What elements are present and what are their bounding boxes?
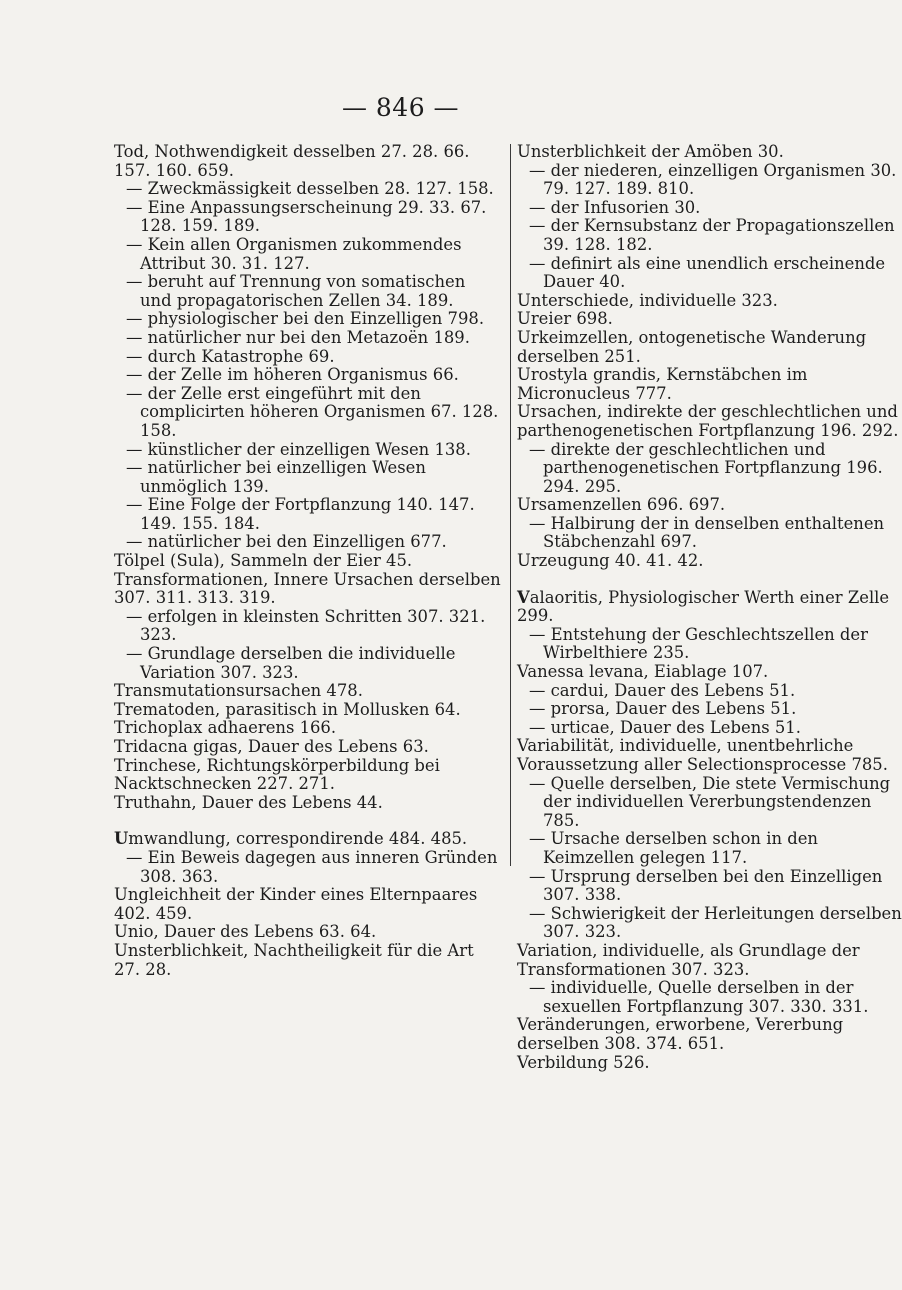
index-entry — [517, 292, 902, 311]
index-subentry — [517, 217, 902, 254]
index-entry — [517, 496, 902, 515]
entry-text: Unio, Dauer des Lebens 63. 64. — [114, 922, 377, 942]
index-entry — [114, 552, 502, 571]
entry-text: — Kein allen Organismen zukommendes Attribut 30. 31. 127. — [126, 234, 462, 273]
entry-text: — der Infusorien 30. — [529, 197, 701, 217]
entry-text: Variabilität, individuelle, unentbehrliche Voraussetzung aller Selectionsprocesse 785. — [517, 736, 888, 774]
entry-text: Trinchese, Richtungskörperbildung bei Nacktschnecken 227. 271. — [114, 755, 440, 794]
entry-gap — [517, 571, 902, 589]
index-entry — [114, 719, 502, 738]
entry-text: Ungleichheit der Kinder eines Elternpaares 402. 459. — [114, 885, 478, 923]
index-entry — [114, 571, 502, 608]
index-subentry — [517, 719, 902, 738]
index-subentry — [114, 273, 502, 310]
index-subentry — [114, 348, 502, 367]
index-entry — [114, 923, 502, 942]
entry-text: — der Kernsubstanz der Propagationszellen 39. 128. 182. — [529, 216, 895, 254]
index-subentry — [114, 236, 502, 273]
entry-text: Transmutationsursachen 478. — [114, 681, 363, 701]
entry-text: Ursamenzellen 696. 697. — [517, 495, 726, 515]
entry-text: Unsterblichkeit, Nachtheiligkeit für die Art 27. 28. — [114, 940, 474, 979]
index-entry — [114, 701, 502, 720]
index-subentry — [517, 905, 902, 942]
index-subentry — [114, 441, 502, 460]
index-entry — [114, 794, 502, 813]
entry-text: — der Zelle im höheren Organismus 66. — [126, 365, 459, 385]
index-entry — [517, 663, 902, 682]
entry-text: — direkte der geschlechtlichen und parthenogenetischen Fortpflanzung 196. 294. 295. — [529, 439, 883, 496]
index-subentry — [114, 366, 502, 385]
index-entry — [517, 329, 902, 366]
entry-text: Variation, individuelle, als Grundlage der Transformationen 307. 323. — [517, 940, 860, 979]
index-subentry — [517, 700, 902, 719]
index-entry — [114, 738, 502, 757]
index-subentry — [517, 626, 902, 663]
index-subentry — [517, 979, 902, 1016]
entry-text: — Quelle derselben, Die stete Vermischung der individuellen Vererbungstendenzen 785. — [529, 773, 891, 830]
entry-text: Trichoplax adhaerens 166. — [114, 718, 337, 738]
index-subentry — [114, 645, 502, 682]
entry-text: Unterschiede, individuelle 323. — [517, 290, 778, 310]
entry-text: mwandlung, correspondirende 484. 485. — [128, 829, 468, 849]
entry-text: Urkeimzellen, ontogenetische Wanderung derselben 251. — [517, 327, 867, 366]
entry-text: — physiologischer bei den Einzelligen 798. — [126, 309, 485, 329]
entry-text: — der Zelle erst eingeführt mit den complicirten höheren Organismen 67. 128. 158. — [126, 383, 499, 440]
entry-text: — definirt als eine unendlich erscheinende Dauer 40. — [529, 253, 886, 292]
entry-text: Urostyla grandis, Kernstäbchen im Micronucleus 777. — [517, 365, 808, 403]
index-entry — [517, 737, 902, 774]
entry-text: — durch Katastrophe 69. — [126, 346, 335, 366]
index-subentry — [517, 682, 902, 701]
entry-text: — individuelle, Quelle derselben in der sexuellen Fortpflanzung 307. 330. 331. — [529, 978, 869, 1016]
index-subentry — [114, 329, 502, 348]
entry-text: Veränderungen, erworbene, Vererbung derselben 308. 374. 651. — [517, 1015, 844, 1053]
entry-text: Unsterblichkeit der Amöben 30. — [517, 142, 784, 161]
column-divider — [510, 144, 511, 866]
index-entry — [517, 589, 902, 626]
index-entry — [114, 886, 502, 923]
entry-text: Transformationen, Innere Ursachen derselben 307. 311. 313. 319. — [114, 569, 501, 608]
entry-text: — Entstehung der Geschlechtszellen der Wirbelthiere 235. — [529, 624, 868, 663]
index-entry — [114, 757, 502, 794]
entry-text: — natürlicher bei den Einzelligen 677. — [126, 532, 447, 552]
entry-text: — prorsa, Dauer des Lebens 51. — [529, 699, 797, 719]
index-subentry — [114, 310, 502, 329]
index-entry — [517, 1016, 902, 1053]
entry-text: Truthahn, Dauer des Lebens 44. — [114, 792, 383, 812]
index-subentry — [517, 255, 902, 292]
index-entry — [517, 942, 902, 979]
entry-text: Vanessa levana, Eiablage 107. — [517, 662, 769, 682]
entry-text: — Halbirung der in denselben enthaltenen Stäbchenzahl 697. — [529, 513, 885, 552]
entry-text: — Zweckmässigkeit desselben 28. 127. 158. — [126, 179, 494, 199]
entry-text: — Eine Folge der Fortpflanzung 140. 147. 149. 155. 184. — [126, 495, 475, 533]
entry-text: — cardui, Dauer des Lebens 51. — [529, 680, 796, 700]
index-subentry — [517, 868, 902, 905]
index-subentry — [517, 162, 902, 199]
index-entry — [114, 143, 502, 180]
entry-text: — Ursache derselben schon in den Keimzellen gelegen 117. — [529, 829, 818, 867]
index-column-left — [114, 143, 502, 979]
page-number: — 846 — — [341, 93, 460, 122]
entry-text: — Eine Anpassungserscheinung 29. 33. 67. 128. 159. 189. — [126, 197, 487, 236]
index-subentry — [517, 199, 902, 218]
entry-text: Trematoden, parasitisch in Mollusken 64. — [114, 699, 461, 719]
entry-text: — Grundlage derselben die individuelle Variation 307. 323. — [126, 644, 456, 682]
entry-text: Ureier 698. — [517, 309, 613, 329]
index-subentry — [114, 459, 502, 496]
entry-text: — Ein Beweis dagegen aus inneren Gründen 308. 363. — [126, 847, 498, 886]
entry-text: Tod, Nothwendigkeit desselben 27. 28. 66. 157. 160. 659. — [114, 142, 470, 180]
index-entry — [517, 552, 902, 571]
index-subentry — [114, 199, 502, 236]
entry-text: — beruht auf Trennung von somatischen und propagatorischen Zellen 34. 189. — [126, 272, 466, 310]
index-entry — [114, 682, 502, 701]
entry-text: — Ursprung derselben bei den Einzelligen 307. 338. — [529, 866, 883, 905]
index-entry — [517, 143, 902, 162]
entry-text: Urzeugung 40. 41. 42. — [517, 551, 704, 571]
entry-text: — Schwierigkeit der Herleitungen derselben 307. 323. — [529, 903, 902, 942]
entry-text: Tölpel (Sula), Sammeln der Eier 45. — [114, 551, 413, 571]
index-subentry — [114, 533, 502, 552]
index-subentry — [517, 441, 902, 497]
index-entry — [517, 1054, 902, 1073]
entry-text: — der niederen, einzelligen Organismen 30. 79. 127. 189. 810. — [529, 160, 897, 199]
index-entry — [114, 830, 502, 849]
index-subentry — [114, 608, 502, 645]
index-subentry — [517, 775, 902, 831]
entry-text: — natürlicher bei einzelligen Wesen unmöglich 139. — [126, 458, 426, 496]
index-subentry — [114, 180, 502, 199]
entry-text: Verbildung 526. — [517, 1052, 650, 1072]
index-entry — [517, 366, 902, 403]
index-entry — [114, 942, 502, 979]
index-subentry — [114, 385, 502, 441]
entry-text: Ursachen, indirekte der geschlechtlichen und parthenogenetischen Fortpflanzung 196. 292. — [517, 402, 899, 440]
index-subentry — [114, 849, 502, 886]
index-column-right — [517, 143, 902, 1072]
section-initial: U — [114, 829, 129, 849]
entry-text: — erfolgen in kleinsten Schritten 307. 321. 323. — [126, 606, 486, 645]
entry-text: — urticae, Dauer des Lebens 51. — [529, 717, 801, 737]
entry-text: alaoritis, Physiologischer Werth einer Zelle 299. — [517, 587, 890, 626]
section-initial: V — [517, 587, 530, 607]
index-entry — [517, 403, 902, 440]
entry-gap — [114, 812, 502, 830]
index-entry — [517, 310, 902, 329]
index-subentry — [517, 830, 902, 867]
entry-text: Tridacna gigas, Dauer des Lebens 63. — [114, 737, 429, 756]
entry-text: — künstlicher der einzelligen Wesen 138. — [126, 439, 471, 459]
index-subentry — [517, 515, 902, 552]
index-subentry — [114, 496, 502, 533]
entry-text: — natürlicher nur bei den Metazoën 189. — [126, 327, 470, 347]
